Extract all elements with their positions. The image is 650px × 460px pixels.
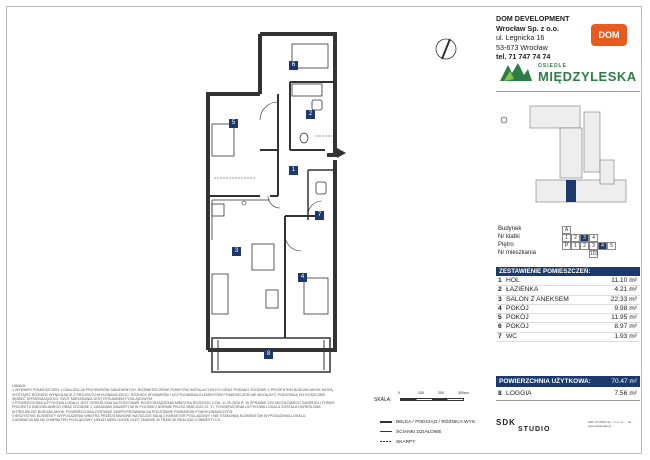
room-label-7: 7 [315,211,324,220]
company-line2: Wrocław Sp. z o.o. [496,23,559,33]
note-line: 4 ANIMACJA MA NA CHARAKTER POGLĄDOWY, UKŁAD MEBLI MOŻE ULEC ZMIANIE W TRAKCIE REALIZACJI INWESTYCJI. [12,418,222,423]
room-name: POKÓJ [506,314,529,322]
loggia-area: 7.56 m² [614,390,637,397]
notes [12,384,382,423]
klatka-3: 3 [580,234,589,242]
pietro-3: 3 [589,242,598,250]
scale-tick: 200 [438,391,444,395]
note-line: WOBEC SPRZEDAJĄCEGO. RZUT MIESZKANIA JEST RYSUNKIEM POGLĄDOWYM. [12,396,153,401]
room-area: 9.98 m² [614,304,637,312]
company-phone: tel. 71 747 74 74 [496,52,551,61]
note-line: PROJEKTU BUDOWLANEGO ORAZ ZGODNIE Z ZASADAMI ZAWARTYMI W POLSKIEJ NORMIE PN-ISO 9836:2022-07. T.I. POWIERZCHNIA UŻYTKOWA LOKALU ZOSTAŁA OKREŚLONA [12,405,321,410]
note-line: WYSTĄPIĆ RÓŻNICE WYNIKAJĄCE Z PROJEKTU WYKONAWCZEGO. RÓŻNICE WYMIARÓW I USYTUOWANIA ELEMENTÓW POMIESZCZEŃ NIE MOGĄ BYĆ PODSTAWĄ DO ROSZCZEŃ [12,392,326,397]
compass-icon [433,36,459,62]
room-row [496,277,640,286]
room-name: WC [506,332,518,340]
klatka-2: 2 [571,234,580,242]
scale-label: SKALA: [374,397,392,403]
room-label-8: 8 [264,350,273,359]
legend-label: BELKA / PODCIĄG / RÓŻNICA WYS. [396,420,477,425]
pietro-5: 5 [607,242,616,250]
legend-label: ŚCIANKI DZIAŁOWE [396,430,442,435]
loggia-num: 8 [498,390,502,397]
room-label-4: 4 [298,273,307,282]
room-label-3: 3 [232,247,241,256]
scale-tick: 100 [418,391,424,395]
room-row [496,286,640,295]
row-pietro [496,242,640,250]
room-name: POKÓJ [506,304,529,312]
legend-item [380,418,476,428]
estate-name: MIĘDZYLESKA [538,69,637,84]
room-row [496,323,640,332]
pietro-p: P [562,242,571,250]
room-label-6: 6 [289,61,298,70]
legend-item [380,428,476,438]
scale-tick: 300cm [458,391,469,395]
klatka-1: 1 [562,234,571,242]
note-line: 2 POWIERZCHNIA UŻYTKOWA LOKALU JEST OKREŚLONA NA PODSTAWIE ROZPORZĄDZENIA MINISTRA ROZWOJU Z DN. 11.09.2020 R. W SPRAWIE SZCZEGÓŁOWEGO ZAKRESU I FORMY [12,401,335,406]
loggia-name: LOGGIA [506,390,532,397]
legend-label: SKARPY [396,440,416,445]
room-num: 1 [498,277,502,284]
floor-plan [200,20,370,380]
key-plan [500,100,640,220]
pietro-4: 4 [598,242,607,250]
room-name: HOL [506,277,520,284]
room-num: 4 [498,304,502,312]
pietro-2: 2 [580,242,589,250]
room-num: 7 [498,332,502,340]
room-row [496,333,640,342]
note-line: 1 WYMIARY POMIESZCZEŃ, LOKALIZACJA PRZYBORÓW SANITARNYCH, ROZMIESZCZENIE PUNKTÓW INSTALACYJNYCH ORAZ PODANO ZGODNIE Z PROJEKTEM BUDOWLANYM. MOGĄ [12,388,333,393]
room-name: POKÓJ [506,323,529,331]
legend-item [380,438,476,448]
total-label: POWIERZCHNIA UŻYTKOWA: [499,378,591,385]
room-name: SALON Z ANEKSEM [506,295,569,303]
note-line: W PROJEKCIE BUDOWLANYM. POWIERZCHNIA ZOSTANIE ZWERYFIKOWANA NA PODSTAWIE POMIARÓW POWYKONAWCZYCH. [12,409,234,414]
room-num: 2 [498,286,502,294]
room-area: 11.10 m² [611,277,637,284]
sdk-studio-logo [496,418,636,433]
room-area: 11.95 m² [611,314,637,322]
pietro-1: 1 [571,242,580,250]
company-name: DOM DEVELOPMENT [496,14,570,23]
mieszkanie-value: 103 [590,251,599,257]
room-num: 3 [498,295,502,303]
klatka-label: Nr klatki [498,234,520,240]
dom-logo [591,24,627,46]
total-value: 70.47 m² [611,378,637,385]
room-label-1: 1 [289,166,298,175]
sdk-address: SDK STUDIO Sp. z o.o. ul. ... tel. ... www.sdkstudio.pl [588,420,636,428]
room-name: ŁAZIENKA [506,286,539,294]
note-line: 3 WSZYSTKIE ELEMENTY WYPOSAŻENIA WNĘTRZ PRZEDSTAWIONE NA RZUCIE MAJĄ CHARAKTER POGLĄDOWY I NIE STANOWIĄ ELEMENTÓW WYPOSAŻENIA LOKALU. [12,414,307,419]
room-num: 6 [498,323,502,331]
estate-small: OSIEDLE [538,63,567,69]
room-label-5: 5 [229,119,238,128]
row-budynek [496,226,640,234]
room-num: 5 [498,314,502,322]
room-area: 4.21 m² [614,286,637,294]
room-area: 8.97 m² [614,323,637,331]
company-city: 53-673 Wrocław [496,42,548,52]
notes-title: UWAGI: [12,383,27,388]
rooms-table [496,277,640,342]
scale-graphic [400,398,464,401]
sdk-word: STUDIO [518,426,551,433]
divider-top [496,91,640,92]
legend [380,418,476,448]
rooms-title: ZESTAWIENIE POMIESZCZEŃ: [496,267,640,276]
room-row [496,305,640,314]
dom-logo-text: DOM [598,30,620,40]
total-area [496,376,640,387]
budynek-label: Budynek [498,226,522,232]
room-area: 22.33 m² [610,295,637,303]
leaf-icon [498,61,534,83]
row-klatka [496,234,640,242]
budynek-value: A [562,226,571,234]
pietro-label: Piętro [498,242,514,248]
company-street: ul. Legnicka 16 [496,33,545,42]
room-row [496,296,640,305]
sdk-mark: SDK [496,418,516,427]
room-label-2: 2 [306,110,315,119]
company-info [496,14,569,62]
loggia-row [496,389,640,398]
scale-tick: 0 [398,391,400,395]
divider-bottom [496,400,640,401]
klatka-4: 4 [589,234,598,242]
room-area: 1.93 m² [614,332,637,340]
mieszkanie-label: Nr mieszkania [498,250,537,256]
row-mieszkanie [496,250,640,258]
